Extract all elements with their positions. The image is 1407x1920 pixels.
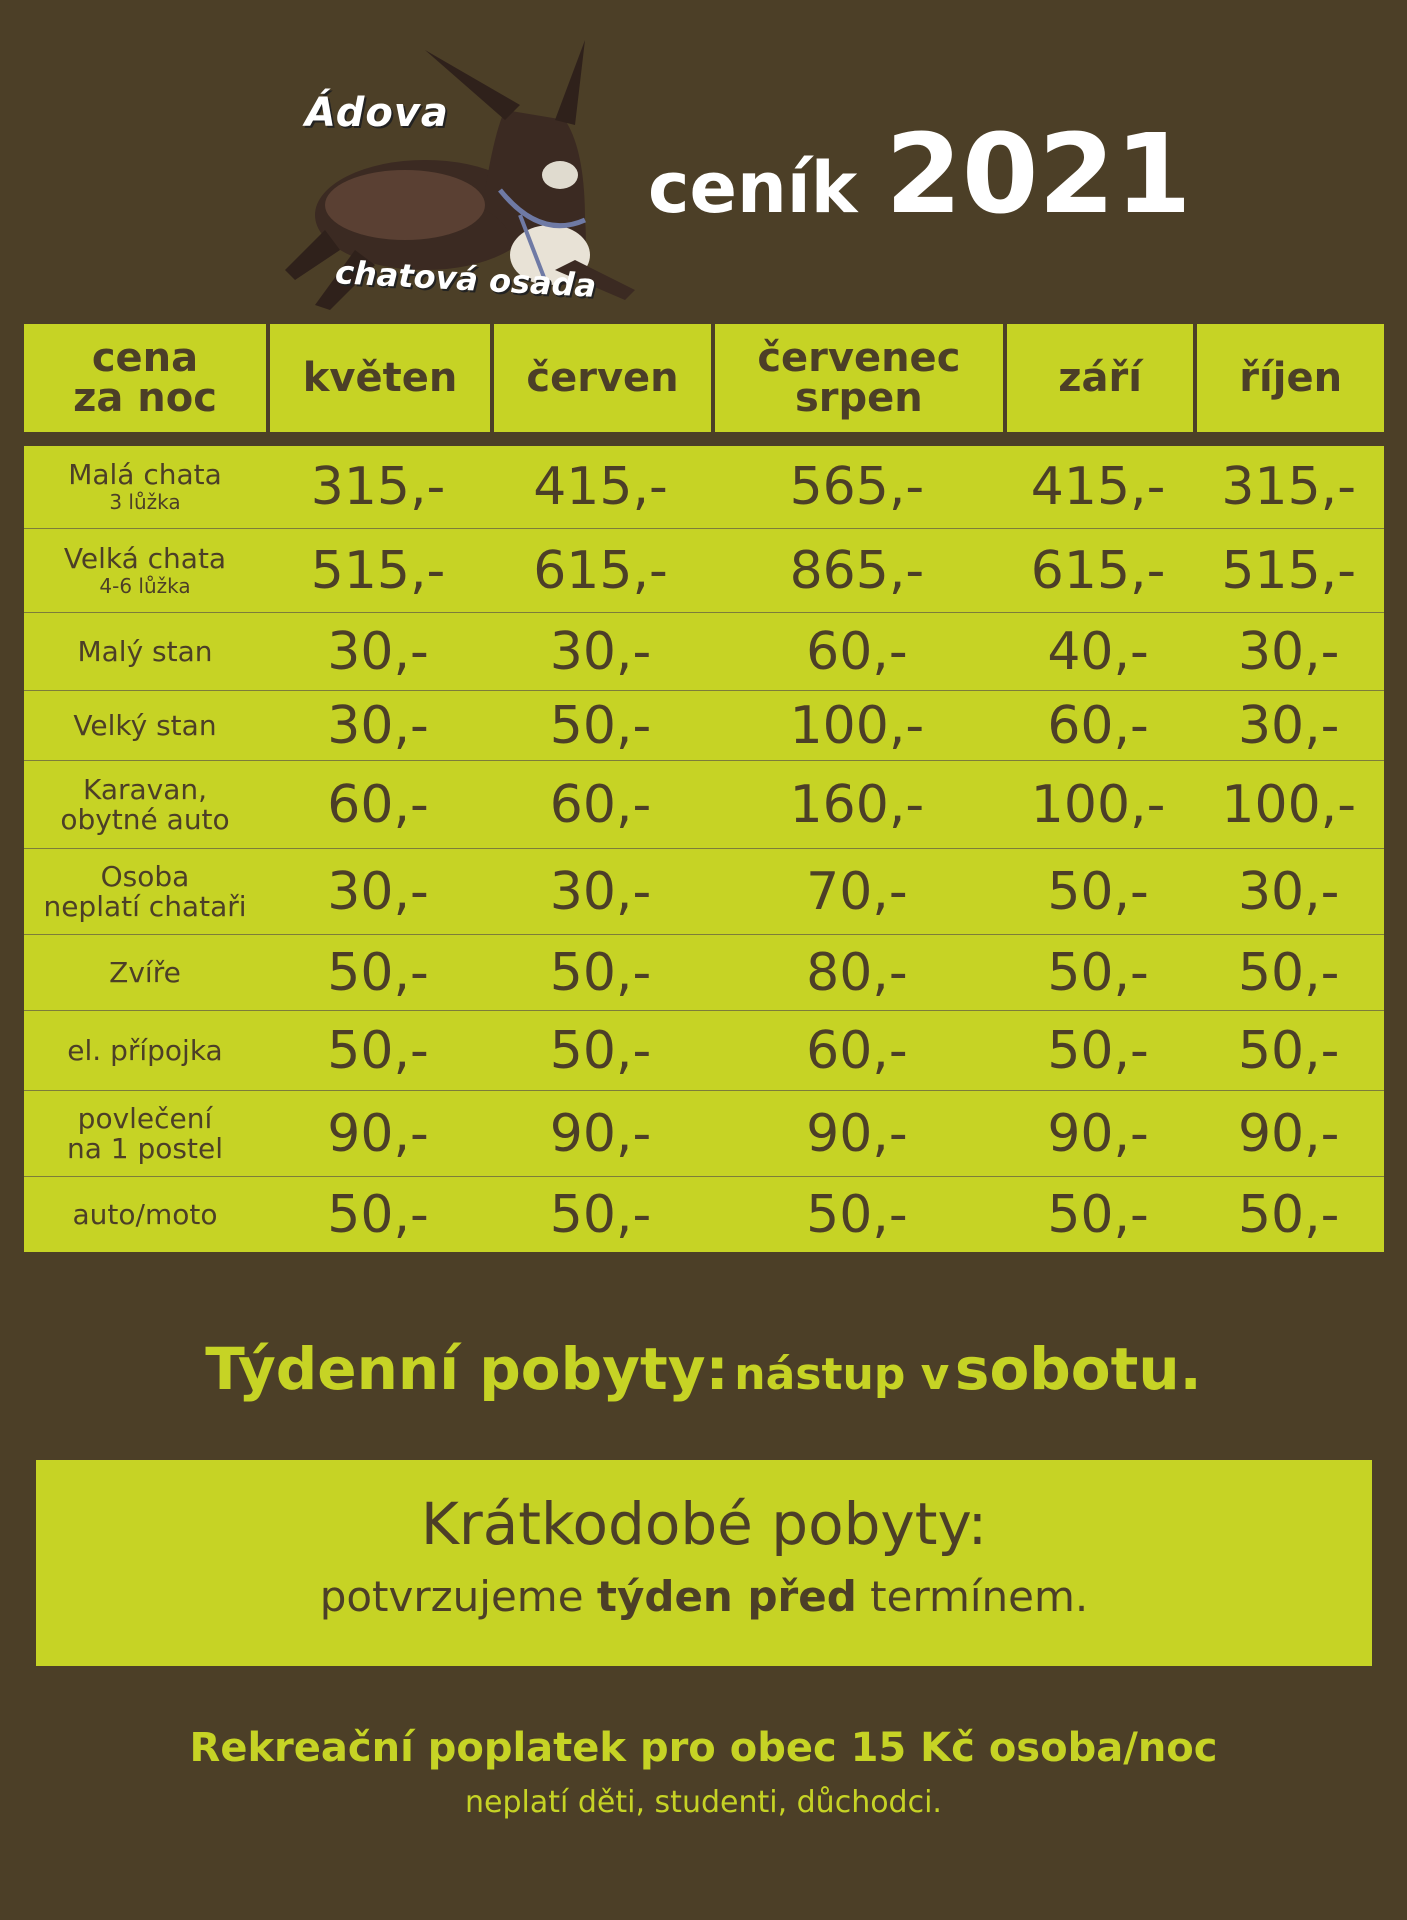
price-cell: 615,- [490, 528, 711, 612]
price-cell: 60,- [266, 760, 490, 848]
price-cell: 50,- [490, 1010, 711, 1090]
price-cell: 30,- [266, 690, 490, 760]
recreation-fee: Rekreační poplatek pro obec 15 Kč osoba/noc [189, 1725, 1218, 1771]
logo-bottom-text: chatová osada [334, 253, 598, 305]
row-label [24, 446, 266, 528]
table-row [24, 446, 1384, 528]
row-label-sub: 3 lůžka [109, 490, 181, 514]
price-cell: 50,- [266, 1176, 490, 1252]
row-label [24, 848, 266, 934]
row-label-main: Velký stan [73, 708, 217, 742]
weekly-stays [0, 1335, 1407, 1403]
header-cell [24, 324, 266, 432]
row-label-sub: obytné auto [60, 802, 230, 836]
short-stay-box [36, 1460, 1372, 1666]
price-cell: 315,- [266, 446, 490, 528]
price-cell: 50,- [1003, 1176, 1194, 1252]
price-cell: 100,- [1003, 760, 1194, 848]
price-cell: 50,- [711, 1176, 1003, 1252]
row-label-main: Malý stan [77, 634, 213, 668]
table-row [24, 848, 1384, 934]
row-label [24, 760, 266, 848]
row-label-sub: neplatí chataři [43, 889, 247, 923]
table-row [24, 690, 1384, 760]
header-cell [266, 324, 490, 432]
price-cell: 100,- [1193, 760, 1384, 848]
price-cell: 515,- [266, 528, 490, 612]
price-cell: 90,- [711, 1090, 1003, 1176]
table-row [24, 1090, 1384, 1176]
row-label-main: povlečení [77, 1101, 213, 1135]
price-cell: 90,- [266, 1090, 490, 1176]
price-cell: 30,- [266, 848, 490, 934]
row-label-main: el. přípojka [67, 1033, 223, 1067]
price-cell: 90,- [1193, 1090, 1384, 1176]
price-cell: 60,- [490, 760, 711, 848]
price-cell: 90,- [490, 1090, 711, 1176]
price-cell: 160,- [711, 760, 1003, 848]
weekly-label: Týdenní pobyty: [205, 1335, 729, 1403]
price-cell: 50,- [490, 1176, 711, 1252]
price-cell: 50,- [1003, 934, 1194, 1010]
price-cell: 80,- [711, 934, 1003, 1010]
row-label-main: Zvíře [109, 955, 181, 989]
header-cell [1193, 324, 1384, 432]
price-cell: 865,- [711, 528, 1003, 612]
price-cell: 50,- [490, 934, 711, 1010]
price-table [24, 324, 1384, 1252]
price-cell: 30,- [1193, 612, 1384, 690]
row-label-main: Karavan, [82, 772, 208, 806]
price-cell: 60,- [1003, 690, 1194, 760]
table-row [24, 612, 1384, 690]
row-label-main: auto/moto [72, 1197, 218, 1231]
table-row [24, 760, 1384, 848]
price-cell: 565,- [711, 446, 1003, 528]
page-title [648, 110, 1192, 238]
price-cell: 50,- [266, 1010, 490, 1090]
price-cell: 30,- [266, 612, 490, 690]
price-cell: 415,- [490, 446, 711, 528]
row-label-main: Malá chata [68, 458, 222, 491]
price-cell: 50,- [1193, 934, 1384, 1010]
short-stay-text-1: potvrzujeme [319, 1572, 584, 1621]
row-label [24, 934, 266, 1010]
short-stay-text [36, 1572, 1372, 1621]
header-cell [490, 324, 711, 432]
row-label-sub: 4-6 lůžka [99, 573, 191, 598]
header-cell-text: říjen [1239, 355, 1343, 401]
title-year: 2021 [885, 110, 1192, 238]
logo [255, 40, 675, 325]
price-cell: 315,- [1193, 446, 1384, 528]
price-cell: 50,- [1003, 1010, 1194, 1090]
price-cell: 40,- [1003, 612, 1194, 690]
price-cell: 30,- [1193, 848, 1384, 934]
price-cell: 30,- [490, 848, 711, 934]
price-cell: 70,- [711, 848, 1003, 934]
table-row [24, 1176, 1384, 1252]
row-label [24, 1010, 266, 1090]
short-stay-heading: Krátkodobé pobyty: [420, 1490, 988, 1558]
price-cell: 30,- [1193, 690, 1384, 760]
row-label-main: Osoba [100, 859, 190, 893]
weekly-start: nástup v [734, 1349, 950, 1400]
price-cell: 515,- [1193, 528, 1384, 612]
price-cell: 100,- [711, 690, 1003, 760]
short-stay-text-2: termínem. [870, 1572, 1089, 1621]
table-header-row [24, 324, 1384, 432]
header-cell-text: květen [302, 355, 458, 401]
recreation-fee-exempt: neplatí děti, studenti, důchodci. [465, 1785, 942, 1820]
price-cell: 50,- [490, 690, 711, 760]
table-gap [24, 432, 1384, 446]
short-stay-bold: týden před [596, 1572, 857, 1621]
price-cell: 50,- [266, 934, 490, 1010]
title-word: ceník [648, 147, 858, 229]
header-cell-text: červenec srpen [757, 335, 961, 421]
price-cell: 60,- [711, 612, 1003, 690]
price-cell: 60,- [711, 1010, 1003, 1090]
row-label [24, 528, 266, 612]
price-cell: 615,- [1003, 528, 1194, 612]
header-cell-text: září [1058, 355, 1142, 401]
price-cell: 30,- [490, 612, 711, 690]
price-cell: 50,- [1003, 848, 1194, 934]
header-cell-text: červen [526, 355, 679, 401]
price-cell: 90,- [1003, 1090, 1194, 1176]
price-cell: 415,- [1003, 446, 1194, 528]
table-row [24, 528, 1384, 612]
header-cell-text: cena za noc [73, 335, 217, 421]
header-cell [1003, 324, 1194, 432]
price-cell: 50,- [1193, 1176, 1384, 1252]
row-label [24, 1176, 266, 1252]
row-label-main: Velká chata [63, 541, 227, 575]
price-cell: 50,- [1193, 1010, 1384, 1090]
gap-cell [24, 432, 1384, 446]
row-label-sub: na 1 postel [67, 1131, 223, 1165]
table-row [24, 1010, 1384, 1090]
row-label [24, 1090, 266, 1176]
logo-top-text: Ádova [305, 90, 449, 136]
row-label [24, 690, 266, 760]
table-row [24, 934, 1384, 1010]
header-cell [711, 324, 1003, 432]
row-label [24, 612, 266, 690]
weekly-day: sobotu. [954, 1335, 1202, 1403]
